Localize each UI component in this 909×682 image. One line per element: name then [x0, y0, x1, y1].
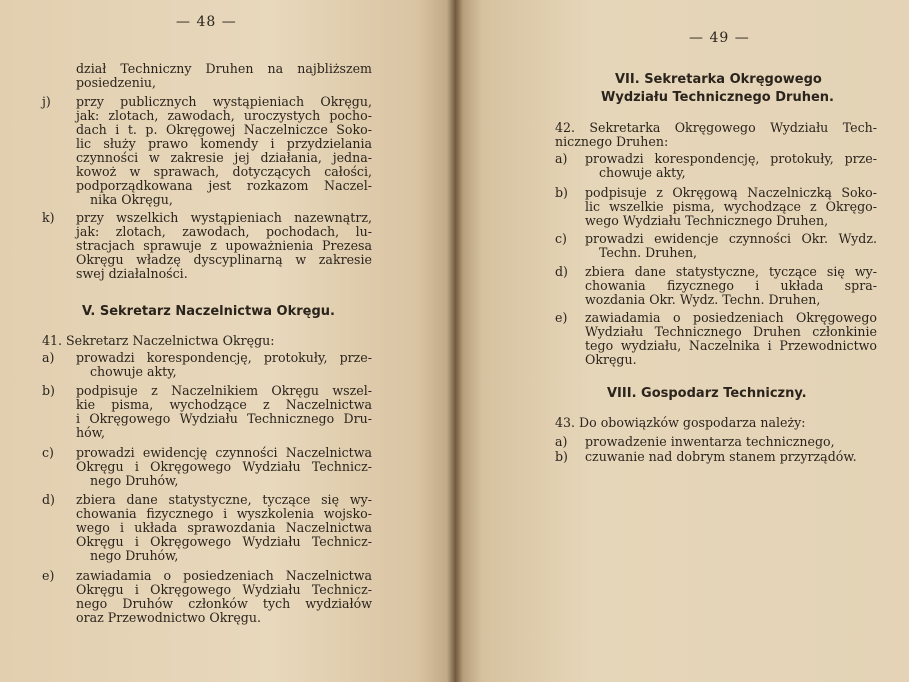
text-line: oraz Przewodnictwo Okręgu.	[76, 610, 261, 625]
book-gutter	[447, 0, 463, 682]
item-label: a)	[555, 151, 568, 166]
text-line: nego Druhów członków tych wydziałów	[76, 596, 372, 611]
text-line: wego Wydziału Technicznego Druhen,	[585, 213, 829, 228]
section-title: VII. Sekretarka Okręgowego	[615, 72, 822, 87]
text-line: posiedzeniu,	[76, 75, 156, 90]
text-line: przy wszelkich wystąpieniach nazewnątrz,	[76, 210, 372, 225]
text-line: Okręgu.	[585, 352, 637, 367]
text-line: i Okręgowego Wydziału Technicznego Dru-	[76, 411, 372, 426]
text-line: lic wszelkie pisma, wychodzące z Okręgo-	[585, 199, 877, 214]
item-label: a)	[555, 434, 568, 449]
item-label: e)	[42, 568, 55, 583]
text-line: Okręgu i Okręgowego Wydziału Technicz-	[76, 459, 372, 474]
text-line: podpisuje z Okręgową Naczelniczką Soko-	[585, 185, 877, 200]
paragraph-41: 41. Sekretarz Naczelnictwa Okręgu:	[42, 333, 275, 348]
item-label: b)	[555, 449, 568, 464]
text-line: zawiadamia o posiedzeniach Naczelnictwa	[76, 568, 372, 583]
text-line: czynności w zakresie jej działania, jedna-	[76, 150, 372, 165]
page-number: — 49 —	[689, 30, 750, 46]
text-line: zbiera dane statystyczne, tyczące się wy-	[585, 264, 877, 279]
text-line: swej działalności.	[76, 266, 188, 281]
text-line: Wydziału Technicznego Druhen członkinie	[585, 324, 877, 339]
text-line: chowania fizycznego i układa spra-	[585, 278, 877, 293]
text-line: prowadzi ewidencję czynności Naczelnictwa	[76, 445, 372, 460]
section-title: Wydziału Technicznego Druhen.	[601, 90, 834, 105]
text-line: wozdania Okr. Wydz. Techn. Druhen,	[585, 292, 821, 307]
section-title: V. Sekretarz Naczelnictwa Okręgu.	[82, 304, 335, 319]
text-line: kie pisma, wychodzące z Naczelnictwa	[76, 397, 372, 412]
text-line: jak: zlotach, zawodach, pochodach, lu-	[76, 224, 372, 239]
right-page	[455, 0, 909, 682]
text-line: podporządkowana jest rozkazom Naczel-	[76, 178, 372, 193]
text-line: tego wydziału, Naczelnika i Przewodnictwo	[585, 338, 877, 353]
text-line: zbiera dane statystyczne, tyczące się wy-	[76, 492, 372, 507]
text-line: dach i t. p. Okręgowej Naczelniczce Soko-	[76, 122, 372, 137]
paragraph-42: 42. Sekretarka Okręgowego Wydziału Tech-	[555, 120, 877, 135]
text-line: jak: zlotach, zawodach, uroczystych pocho-	[76, 108, 372, 123]
text-line: chowuje akty,	[90, 364, 177, 379]
text-line: Okręgu i Okręgowego Wydziału Technicz-	[76, 534, 372, 549]
text-line: Techn. Druhen,	[599, 245, 698, 260]
text-line: dział Techniczny Druhen na najbliższem	[76, 61, 372, 76]
item-label: c)	[555, 231, 567, 246]
item-label: k)	[42, 210, 55, 225]
text-line: hów,	[76, 425, 105, 440]
text-line: chowania fizycznego i wyszkolenia wojsko-	[76, 506, 372, 521]
text-line: prowadzenie inwentarza technicznego,	[585, 434, 835, 449]
text-line: czuwanie nad dobrym stanem przyrządów.	[585, 449, 857, 464]
text-line: lic służy prawo komendy i przydzielania	[76, 136, 372, 151]
text-line: zawiadamia o posiedzeniach Okręgowego	[585, 310, 877, 325]
paragraph-42: nicznego Druhen:	[555, 134, 669, 149]
text-line: chowuje akty,	[599, 165, 686, 180]
paragraph-43: 43. Do obowiązków gospodarza należy:	[555, 415, 806, 430]
text-line: prowadzi korespondencję, protokuły, prze-	[585, 151, 877, 166]
page-number: — 48 —	[176, 14, 237, 30]
item-label: j)	[42, 94, 51, 109]
item-label: d)	[42, 492, 55, 507]
text-line: prowadzi korespondencję, protokuły, prze-	[76, 350, 372, 365]
text-line: stracjach sprawuje z upoważnienia Prezesa	[76, 238, 372, 253]
text-line: nika Okręgu,	[90, 192, 173, 207]
text-line: podpisuje z Naczelnikiem Okręgu wszel-	[76, 383, 372, 398]
item-label: d)	[555, 264, 568, 279]
section-title: VIII. Gospodarz Techniczny.	[607, 386, 807, 401]
item-label: b)	[42, 383, 55, 398]
text-line: Okręgu i Okręgowego Wydziału Technicz-	[76, 582, 372, 597]
item-label: e)	[555, 310, 568, 325]
text-line: nego Druhów,	[90, 473, 179, 488]
text-line: prowadzi ewidencje czynności Okr. Wydz.	[585, 231, 877, 246]
text-line: kowoż w sprawach, dotyczących całości,	[76, 164, 372, 179]
item-label: c)	[42, 445, 54, 460]
text-line: Okręgu władzę dyscyplinarną w zakresie	[76, 252, 372, 267]
text-line: przy publicznych wystąpieniach Okręgu,	[76, 94, 372, 109]
item-label: a)	[42, 350, 55, 365]
text-line: nego Druhów,	[90, 548, 179, 563]
text-line: wego i układa sprawozdania Naczelnictwa	[76, 520, 372, 535]
item-label: b)	[555, 185, 568, 200]
